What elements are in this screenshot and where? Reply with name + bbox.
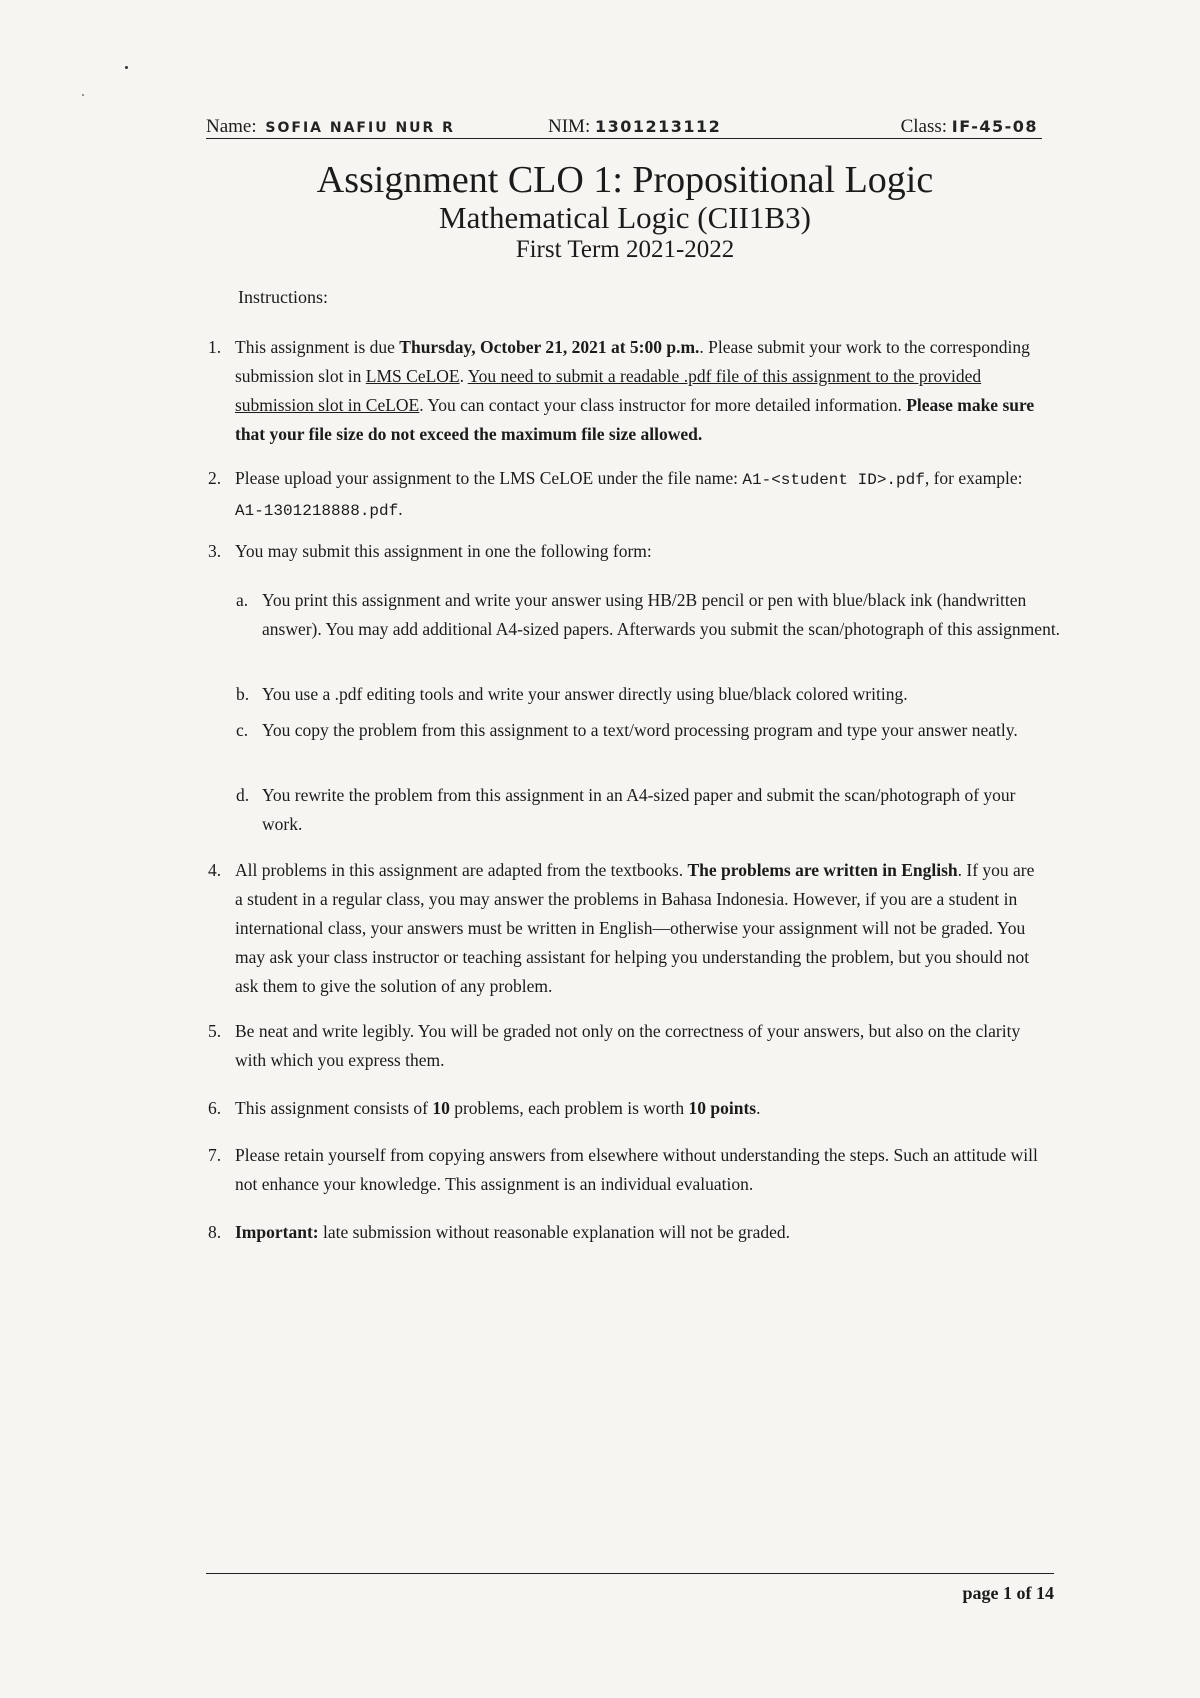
item-text: Be neat and write legibly. You will be graded not only on the correctness of your answers, but also on the clarity with which you express them. xyxy=(235,1021,1021,1070)
item-text-part: . You can contact your class instructor for more detailed information. xyxy=(419,395,907,415)
item-text-part: All problems in this assignment are adapted from the textbooks. xyxy=(235,860,688,880)
course-subtitle: Mathematical Logic (CII1B3) xyxy=(439,200,811,235)
name-value: SOFIA NAFIU NUR R xyxy=(265,120,455,136)
item-number: 6. xyxy=(208,1098,222,1118)
file-size-note: Please make sure that your file size do not exceed the maximum file size allowed. xyxy=(235,395,1035,444)
item-text-part: This assignment is due xyxy=(235,337,400,357)
nim-field xyxy=(548,116,721,138)
item-text-part: . xyxy=(398,499,403,519)
item-number: 2. xyxy=(208,468,222,488)
item-number: 4. xyxy=(208,860,222,880)
instructions-heading: Instructions: xyxy=(238,287,328,307)
item-number: 1. xyxy=(208,337,222,357)
item-number: 3. xyxy=(208,541,222,561)
item-text-part: This assignment consists of xyxy=(235,1098,433,1118)
name-field xyxy=(206,116,455,138)
sub-item-text: You use a .pdf editing tools and write your answer directly using blue/black colored writing. xyxy=(262,684,908,704)
item-text: You may submit this assignment in one the following form: xyxy=(235,541,652,561)
nim-value: 1301213112 xyxy=(594,117,722,136)
item-text-part: . Please submit your work to the corresponding submission slot in xyxy=(235,337,1030,386)
item-number: 8. xyxy=(208,1222,222,1242)
name-label: Name: xyxy=(206,116,257,137)
due-date: Thursday, October 21, 2021 at 5:00 p.m. xyxy=(399,337,700,357)
english-note: The problems are written in English xyxy=(687,860,958,880)
sub-item-text: You rewrite the problem from this assignment in an A4-sized paper and submit the scan/photograph of your work. xyxy=(262,785,1016,834)
class-field xyxy=(901,116,1038,138)
item-text-part: , for example: xyxy=(924,468,1023,488)
nim-label: NIM: xyxy=(548,116,591,137)
class-label: Class: xyxy=(900,116,948,137)
footer-divider xyxy=(206,1573,1054,1574)
points-per-problem: 10 points xyxy=(688,1098,757,1118)
readable-pdf-note: You need to submit a readable .pdf file of this assignment to the provided submission slot in CeLOE xyxy=(235,366,982,415)
item-text xyxy=(235,1094,1046,1123)
term-label: First Term 2021-2022 xyxy=(515,236,735,263)
item-text-part: problems, each problem is worth xyxy=(449,1098,689,1118)
scan-speck xyxy=(125,66,128,69)
item-text xyxy=(235,333,1046,449)
class-value: IF-45-08 xyxy=(951,117,1038,136)
item-text xyxy=(235,464,1046,526)
document-title: Assignment CLO 1: Propositional Logic xyxy=(316,159,934,201)
item-text-part: . If you are a student in a regular class, you may answer the problems in Bahasa Indonesia. However, if you are a student in international class, your answers must be written in English—otherwise your assignment will not be graded. You may ask your class instructor or teaching assistant for helping you understanding the problem, but you should not ask them to give the solution of any problem. xyxy=(235,860,1035,996)
item-number: 5. xyxy=(208,1021,222,1041)
sub-item-text: You print this assignment and write your answer using HB/2B pencil or pen with blue/black ink (handwritten answer). You may add additional A4-sized papers. Afterwards you submit the scan/photograph of this assignment. xyxy=(262,590,1061,639)
sub-item-letter: d. xyxy=(236,785,250,805)
item-number: 7. xyxy=(208,1145,222,1165)
student-info-header xyxy=(206,108,1042,139)
problem-count: 10 xyxy=(432,1098,450,1118)
filename-format: A1-<student ID>.pdf xyxy=(742,471,925,489)
filename-example: A1-1301218888.pdf xyxy=(235,502,399,520)
sub-item-letter: a. xyxy=(236,590,249,610)
scan-speck xyxy=(82,94,84,96)
item-text-part: Please upload your assignment to the LMS CeLOE under the file name: xyxy=(235,468,743,488)
page-number: page 1 of 14 xyxy=(962,1583,1054,1603)
sub-item-letter: c. xyxy=(236,720,249,740)
item-text xyxy=(235,1218,1046,1247)
lms-link: LMS CeLOE xyxy=(365,366,460,386)
item-text-part: . xyxy=(756,1098,761,1118)
important-label: Important: xyxy=(235,1222,319,1242)
sub-item-letter: b. xyxy=(236,684,250,704)
item-text: Please retain yourself from copying answers from elsewhere without understanding the steps. Such an attitude will not enhance your knowledge. This assignment is an individual evaluation. xyxy=(235,1145,1038,1194)
sub-item-text: You copy the problem from this assignment to a text/word processing program and type your answer neatly. xyxy=(262,720,1018,740)
item-text-part: . xyxy=(459,366,468,386)
item-text xyxy=(235,856,1046,1001)
item-text-part: late submission without reasonable explanation will not be graded. xyxy=(318,1222,791,1242)
